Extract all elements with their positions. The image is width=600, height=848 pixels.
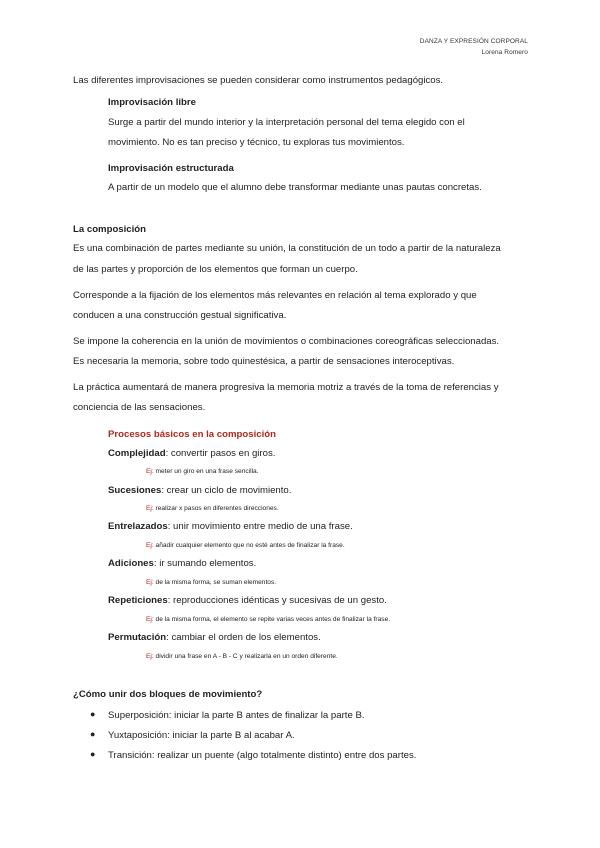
proceso-desc: : cambiar el orden de los elementos. [166,632,321,643]
ej-label: Ej: [146,542,154,549]
proceso-desc: : unir movimiento entre medio de una frase. [167,521,353,532]
proceso-example [146,613,390,626]
ej-label: Ej: [146,505,154,512]
ej-label: Ej: [146,579,154,586]
composicion-line: conducen a una construcción gestual significativa. [73,310,287,321]
bullet-icon: ● [90,709,96,719]
proceso-term: Adiciones [108,558,154,569]
proceso-item [108,484,291,497]
unir-title: ¿Cómo unir dos bloques de movimiento? [73,689,263,700]
example-text: dividir una frase en A - B - C y realizarla en un orden diferente. [153,653,338,660]
bullet-icon: ● [90,749,96,759]
ej-label: Ej: [146,468,154,475]
example-text: de la misma forma, el elemento se repite varias veces antes de finalizar la frase. [153,616,391,623]
proceso-term: Permutación [108,632,167,643]
proceso-item [108,447,275,460]
proceso-desc: : ir sumando elementos. [153,558,257,569]
proceso-term: Entrelazados [108,521,168,532]
intro-text: Las diferentes improvisaciones se pueden considerar como instrumentos pedagógicos. [73,75,444,86]
proceso-item [108,631,321,644]
proceso-term: Repeticiones [108,595,168,606]
proceso-item [108,594,387,607]
unir-bullet: Yuxtaposición: iniciar la parte B al acabar A. [108,730,295,741]
ej-label: Ej: [146,616,154,623]
page-header [420,36,528,58]
composicion-title: La composición [73,224,147,235]
example-text: meter un giro en una frase sencilla. [153,468,259,475]
proceso-example [146,539,345,552]
proceso-desc: : reproducciones idénticas y sucesivas de un gesto. [167,595,387,606]
composicion-line: La práctica aumentará de manera progresiva la memoria motriz a través de la toma de referencias y [73,382,499,393]
example-text: realizar x pasos en diferentes direcciones. [153,505,279,512]
proceso-desc: : convertir pasos en giros. [165,448,276,459]
improv-estructurada-line: A partir de un modelo que el alumno debe transformar mediante unas pautas concretas. [108,182,482,193]
proceso-example [146,465,259,478]
proceso-item [108,520,353,533]
procesos-title: Procesos básicos en la composición [108,429,276,440]
composicion-line: conciencia de las sensaciones. [73,402,206,413]
unir-bullet: Transición: realizar un puente (algo totalmente distinto) entre dos partes. [108,750,417,761]
header-author: Lorena Romero [481,49,528,56]
composicion-line: Se impone la coherencia en la unión de movimientos o combinaciones coreográficas seleccionadas. [73,336,500,347]
proceso-term: Complejidad [108,448,166,459]
header-course: DANZA Y EXPRESIÓN CORPORAL [419,38,528,45]
improv-estructurada-title: Improvisación estructurada [108,163,234,174]
proceso-item [108,557,256,570]
bullet-icon: ● [90,729,96,739]
proceso-desc: : crear un ciclo de movimiento. [161,485,292,496]
example-text: de la misma forma, se suman elementos. [153,579,277,586]
proceso-example [146,576,276,589]
composicion-line: Es necesaria la memoria, sobre todo quinestésica, a partir de sensaciones interoceptivas. [73,356,455,367]
improv-libre-title: Improvisación libre [108,97,196,108]
composicion-line: Es una combinación de partes mediante su unión, la constitución de un todo a partir de la naturaleza [73,243,501,254]
ej-label: Ej: [146,653,154,660]
improv-libre-line: Surge a partir del mundo interior y la interpretación personal del tema elegido con el [108,117,465,128]
example-text: añadir cualquier elemento que no esté antes de finalizar la frase. [153,542,345,549]
proceso-term: Sucesiones [108,485,162,496]
unir-bullet: Superposición: iniciar la parte B antes de finalizar la parte B. [108,710,365,721]
composicion-line: de las partes y proporción de los elementos que forman un cuerpo. [73,264,358,275]
proceso-example [146,650,338,663]
composicion-line: Corresponde a la fijación de los elementos más relevantes en relación al tema explorado y que [73,290,477,301]
proceso-example [146,502,279,515]
improv-libre-line: movimiento. No es tan preciso y técnico, tu exploras tus movimientos. [108,137,405,148]
